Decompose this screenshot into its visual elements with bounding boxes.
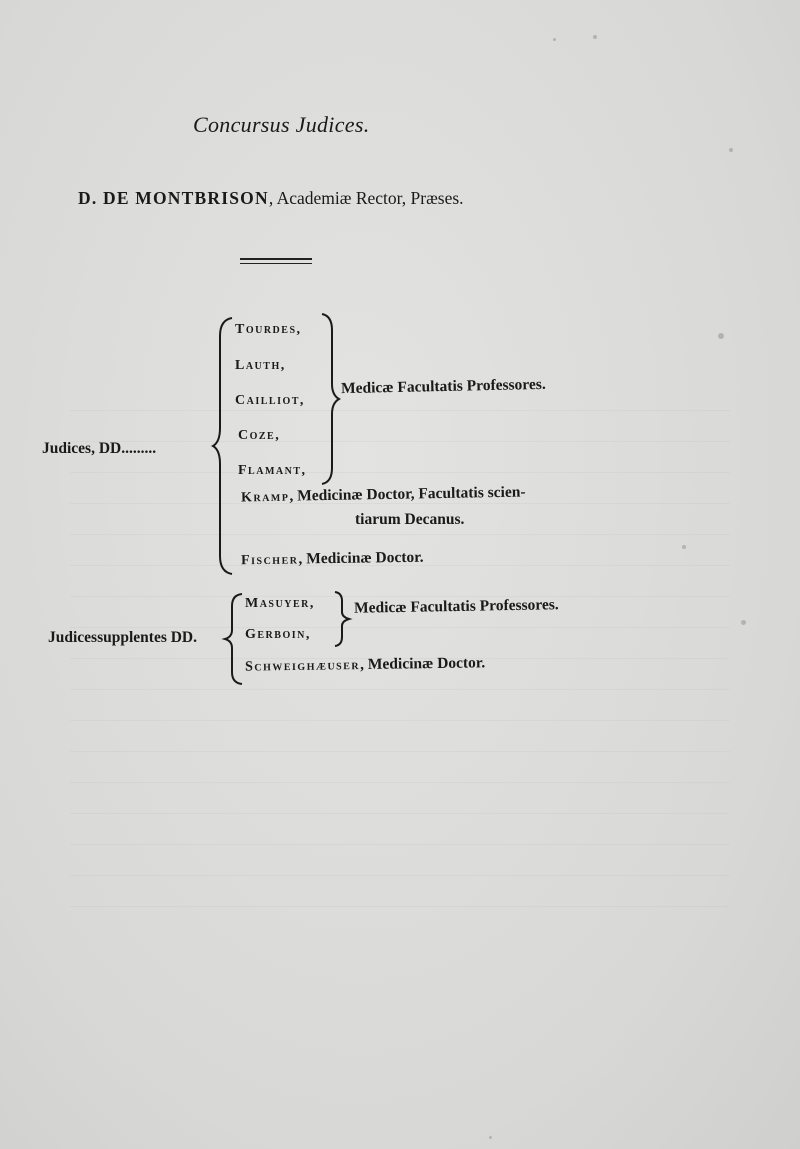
fischer-name: Fischer (240, 552, 299, 569)
divider-rule (240, 258, 312, 260)
judex-name-3: Cailliot, (235, 393, 305, 408)
fischer-line (241, 549, 424, 570)
schweighaeuser-name: Schweighæuser (244, 658, 361, 675)
paper-speck (593, 35, 597, 39)
paper-speck (718, 333, 724, 339)
paper-speck (553, 38, 556, 41)
praeses-line (78, 188, 464, 209)
judex-name-5: Flamant, (238, 463, 307, 478)
paper-speck (729, 148, 733, 152)
schweighaeuser-line (245, 654, 485, 675)
professors-right-brace (320, 312, 340, 486)
kramp-name: Kramp (240, 489, 290, 506)
divider-rule (240, 263, 312, 264)
paper-speck (489, 1136, 492, 1139)
judices-left-brace (212, 316, 234, 576)
judex-name-1: Tourdes, (235, 322, 302, 337)
professors-caption: Medicæ Facultatis Professores. (340, 375, 546, 398)
fischer-role: , Medicinæ Doctor. (298, 548, 424, 568)
page-title: Concursus Judices. (193, 112, 370, 137)
supplens-name-2: Gerboin, (245, 627, 311, 642)
schweighaeuser-role: , Medicinæ Doctor. (359, 654, 486, 674)
supplentes-caption: Medicæ Facultatis Professores. (353, 596, 559, 617)
paper-speck (682, 545, 686, 549)
kramp-role-2: tiarum Decanus. (355, 511, 465, 528)
praeses-role: , Academiæ Rector, Præses. (268, 188, 464, 208)
supplentes-label: Judicessupplentes DD. (48, 629, 197, 646)
paper-speck (741, 620, 746, 625)
judices-label: Judices, DD......... (42, 440, 157, 457)
praeses-name: D. DE MONTBRISON (78, 188, 269, 208)
supplentes-left-brace (224, 592, 244, 686)
judex-name-4: Coze, (238, 428, 281, 443)
supplentes-right-brace (333, 590, 351, 648)
judex-name-2: Lauth, (235, 358, 286, 373)
kramp-line-1 (241, 484, 526, 507)
kramp-role-1: , Medicinæ Doctor, Facultatis scien- (289, 483, 526, 505)
supplens-name-1: Masuyer, (245, 596, 315, 611)
